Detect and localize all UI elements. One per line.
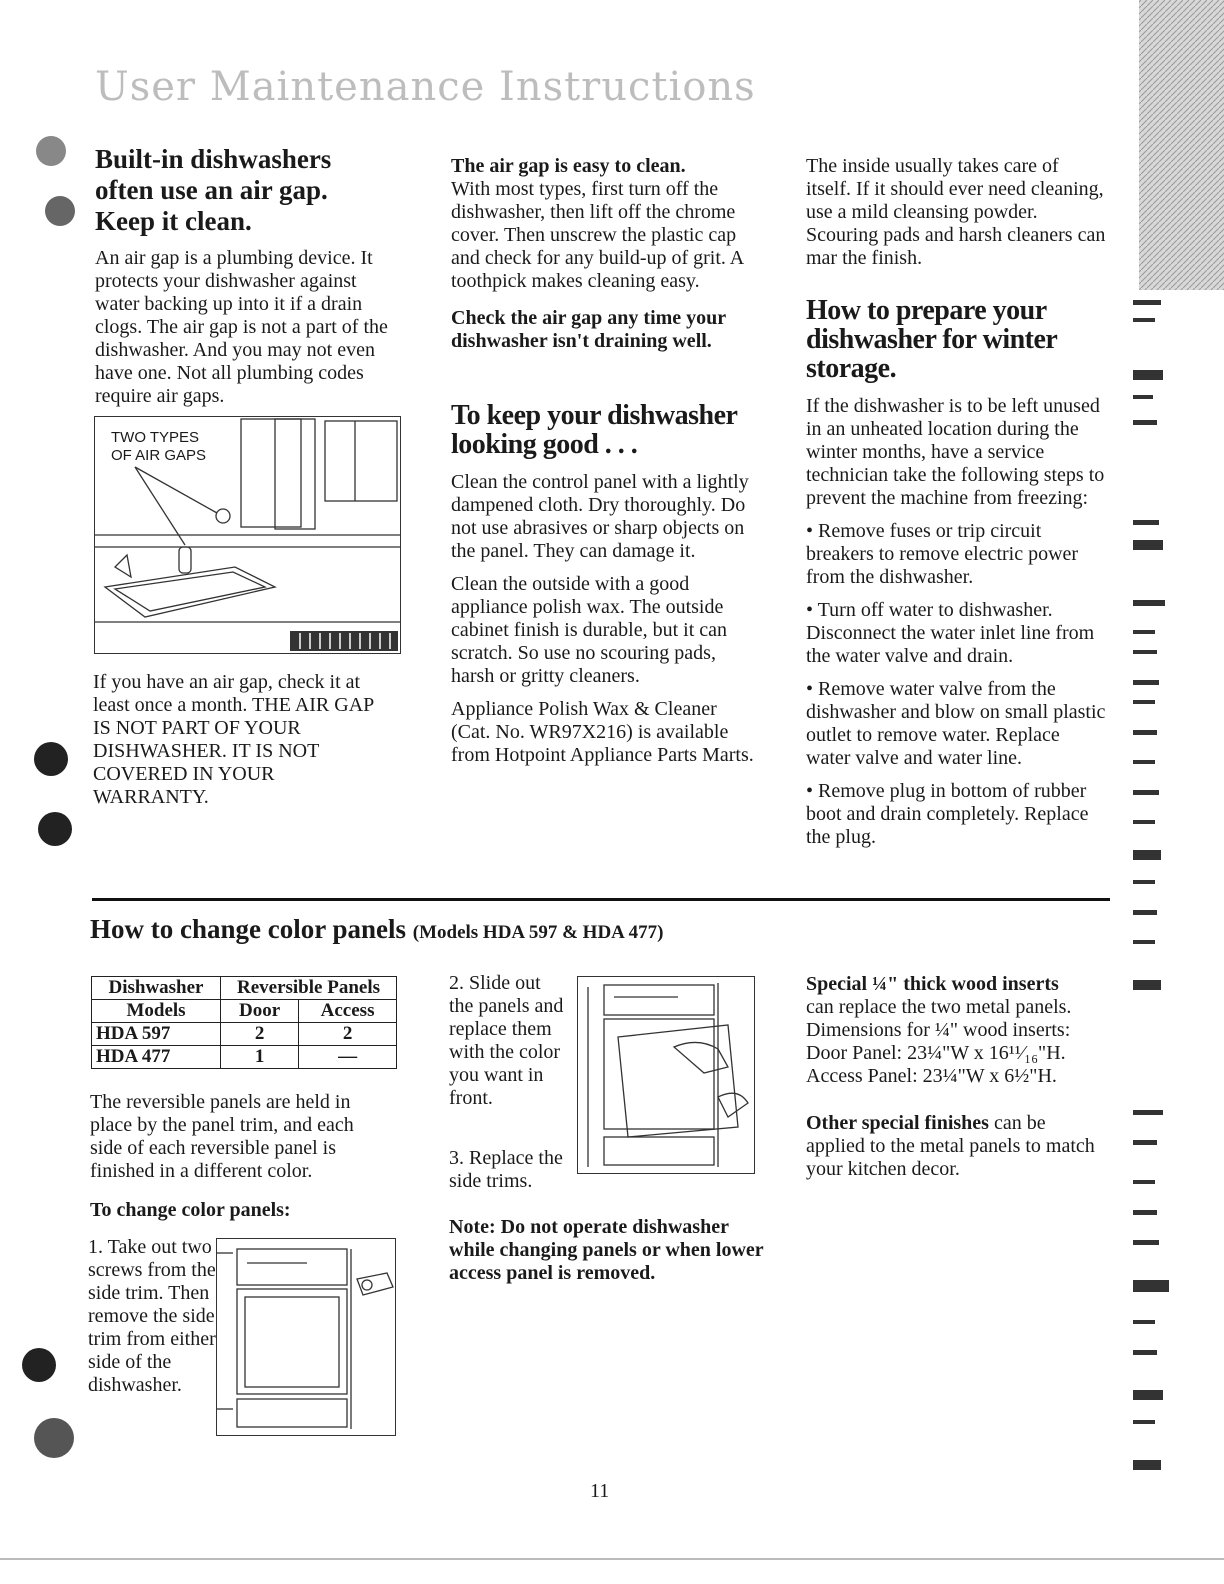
air-gap-illustration xyxy=(94,416,401,654)
step-2-illustration xyxy=(577,976,755,1174)
winter-storage-heading: How to prepare your dishwasher for winter storage. xyxy=(806,295,1058,384)
table-header: Access xyxy=(299,1000,397,1023)
step-1-illustration xyxy=(216,1238,396,1436)
outside-text: Clean the outside with a good appliance polish wax. The outside cabinet finish is durable, but it can scratch. So use no scouring pads, harsh or gritty cleaners. xyxy=(451,573,728,687)
step-2: 2. Slide out the panels and replace them with the color you want in front. xyxy=(449,972,564,1109)
binder-hole xyxy=(38,812,72,846)
scan-edge-strip xyxy=(1129,0,1224,1584)
to-change-heading: To change color panels: xyxy=(90,1199,291,1221)
figure-label: TWO TYPES OF AIR GAPS xyxy=(111,429,207,464)
table-row: HDA 477 1 — xyxy=(92,1046,397,1069)
winter-storage-section xyxy=(806,296,1106,859)
air-gap-clean-text: With most types, first turn off the dishwasher, then lift off the chrome cover. Then unscrew the plastic cap and check for any build-up of grit. A toothpick makes cleaning easy. xyxy=(451,178,744,292)
inside-text: The inside usually takes care of itself. If it should ever need cleaning, use a mild cleansing powder. Scouring pads and harsh cleaners can mar the finish. xyxy=(806,155,1106,269)
winter-bullet: • Turn off water to dishwasher. Disconnect the water inlet line from the water valve and drain. xyxy=(806,599,1095,667)
dishwasher-screw-drawing xyxy=(217,1239,395,1435)
table-header: Reversible Panels xyxy=(221,977,397,1000)
column-1 xyxy=(95,144,405,418)
table-header: Models xyxy=(92,1000,221,1023)
column-2 xyxy=(451,155,761,363)
reversible-panels-text: The reversible panels are held in place by the panel trim, and each side of each reversible panel is finished in a different color. To change color panels: xyxy=(90,1091,390,1232)
special-finishes: Other special finishes can be applied to the metal panels to match your kitchen decor. xyxy=(806,1112,1095,1180)
table-header: Dishwasher xyxy=(92,977,221,1000)
table-header: Door xyxy=(221,1000,299,1023)
scan-bottom-edge xyxy=(0,1558,1224,1560)
wood-inserts: Special ¼" thick wood inserts can replace the two metal panels. Dimensions for ¼" wood inserts: Door Panel: 23¼"W x 16¹¹⁄₁₆"H. Access Panel: 23¼"W x 6½"H. xyxy=(806,973,1106,1088)
step-1: 1. Take out two screws from the side trim. Then remove the side trim from either side of the dishwasher. xyxy=(88,1236,216,1396)
binder-hole xyxy=(34,742,68,776)
section-divider xyxy=(92,898,1110,901)
control-panel-text: Clean the control panel with a lightly dampened cloth. Dry thoroughly. Do not use abrasives or sharp objects on the panel. They can damage it. xyxy=(451,471,749,562)
column-3 xyxy=(806,155,1106,280)
air-gap-clean-lead: The air gap is easy to clean. xyxy=(451,155,686,177)
winter-bullet: • Remove fuses or trip circuit breakers to remove electric power from the dishwasher. xyxy=(806,520,1079,588)
polish-text: Appliance Polish Wax & Cleaner (Cat. No. WR97X216) is available from Hotpoint Appliance Parts Marts. xyxy=(451,698,754,766)
door-panel-dims: Door Panel: 23¼"W x 16¹¹⁄₁₆"H. xyxy=(806,1042,1066,1064)
air-gap-intro: An air gap is a plumbing device. It protects your dishwasher against water backing up into it if a drain clogs. The air gap is not a part of the dishwasher. And you may not even have one. Not all plumbing codes require air gaps. xyxy=(95,247,388,407)
looking-good-section xyxy=(451,401,761,777)
winter-intro: If the dishwasher is to be left unused in an unheated location during the winter months, have a service technician take the following steps to prevent the machine from freezing: xyxy=(806,395,1105,509)
winter-bullet: • Remove water valve from the dishwasher and blow on small plastic outlet to remove water. Replace water valve and water line. xyxy=(806,678,1106,769)
models-table xyxy=(91,976,397,1069)
page-title: User Maintenance Instructions xyxy=(95,64,756,110)
binder-hole xyxy=(22,1348,56,1382)
models-table-wrap xyxy=(91,976,397,1069)
dishwasher-panel-drawing xyxy=(578,977,754,1173)
access-panel-dims: Access Panel: 23¼"W x 6½"H. xyxy=(806,1065,1057,1087)
looking-good-heading: To keep your dishwasher looking good . . . xyxy=(451,400,738,460)
color-panels-title: How to change color panels (Models HDA 597 & HDA 477) xyxy=(90,914,664,944)
air-gap-warning: If you have an air gap, check it at least once a month. THE AIR GAP IS NOT PART OF YOUR DISHWASHER. IT IS NOT COVERED IN YOUR WARRANTY. xyxy=(93,671,374,808)
winter-bullet: • Remove plug in bottom of rubber boot and drain completely. Replace the plug. xyxy=(806,780,1089,848)
air-gap-check: Check the air gap any time your dishwasher isn't draining well. xyxy=(451,307,726,352)
step-3: 3. Replace the side trims. xyxy=(449,1147,563,1192)
binder-hole xyxy=(36,136,66,166)
table-row: HDA 597 2 2 xyxy=(92,1023,397,1046)
binder-hole xyxy=(45,196,75,226)
page-number: 11 xyxy=(590,1480,610,1502)
air-gap-heading: Built-in dishwashers often use an air gap. Keep it clean. xyxy=(95,144,332,236)
kitchen-sink-drawing xyxy=(95,417,400,653)
operation-note: Note: Do not operate dishwasher while changing panels or when lower access panel is removed. xyxy=(449,1216,764,1284)
binder-hole xyxy=(34,1418,74,1458)
